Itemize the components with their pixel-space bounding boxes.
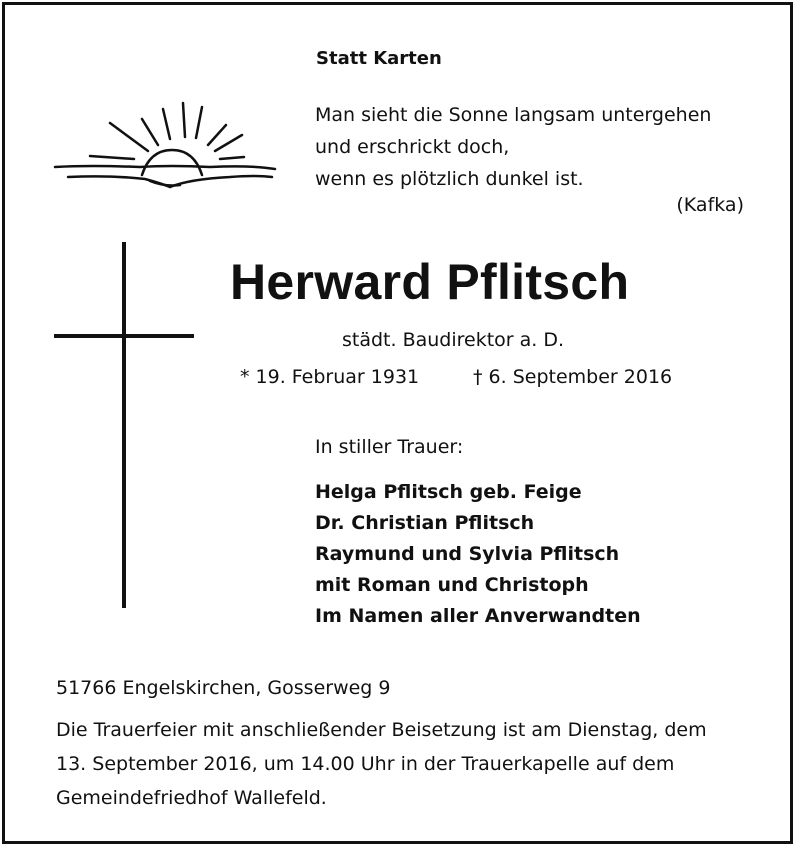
funeral-line: 13. September 2016, um 14.00 Uhr in der Trauerkapelle auf dem <box>56 753 675 775</box>
quote-line: Man sieht die Sonne langsam untergehen <box>315 104 712 126</box>
cross-icon <box>50 240 200 612</box>
mourners-list <box>315 477 641 632</box>
statt-karten-heading: Statt Karten <box>316 48 442 69</box>
family-address: 51766 Engelskirchen, Gosserweg 9 <box>56 677 391 699</box>
mourner-name: Im Namen aller Anverwandten <box>315 605 641 627</box>
deceased-name: Herward Pflitsch <box>230 254 630 310</box>
deceased-title: städt. Baudirektor a. D. <box>342 329 565 351</box>
mourner-name: mit Roman und Christoph <box>315 574 589 596</box>
death-date: † 6. September 2016 <box>473 366 673 388</box>
mourner-name: Raymund und Sylvia Pflitsch <box>315 543 620 565</box>
funeral-line: Die Trauerfeier mit anschließender Beisetzung ist am Dienstag, dem <box>56 719 707 741</box>
kafka-quote <box>315 99 711 195</box>
funeral-info <box>56 713 746 815</box>
quote-line: und erschrickt doch, <box>315 136 510 158</box>
mourning-intro: In stiller Trauer: <box>315 436 464 458</box>
quote-author: (Kafka) <box>676 194 744 216</box>
mourner-name: Dr. Christian Pflitsch <box>315 512 535 534</box>
sunset-icon <box>50 95 280 195</box>
birth-date: * 19. Februar 1931 <box>240 366 420 388</box>
quote-line: wenn es plötzlich dunkel ist. <box>315 168 584 190</box>
funeral-line: Gemeindefriedhof Wallefeld. <box>56 787 327 809</box>
mourner-name: Helga Pflitsch geb. Feige <box>315 481 582 503</box>
